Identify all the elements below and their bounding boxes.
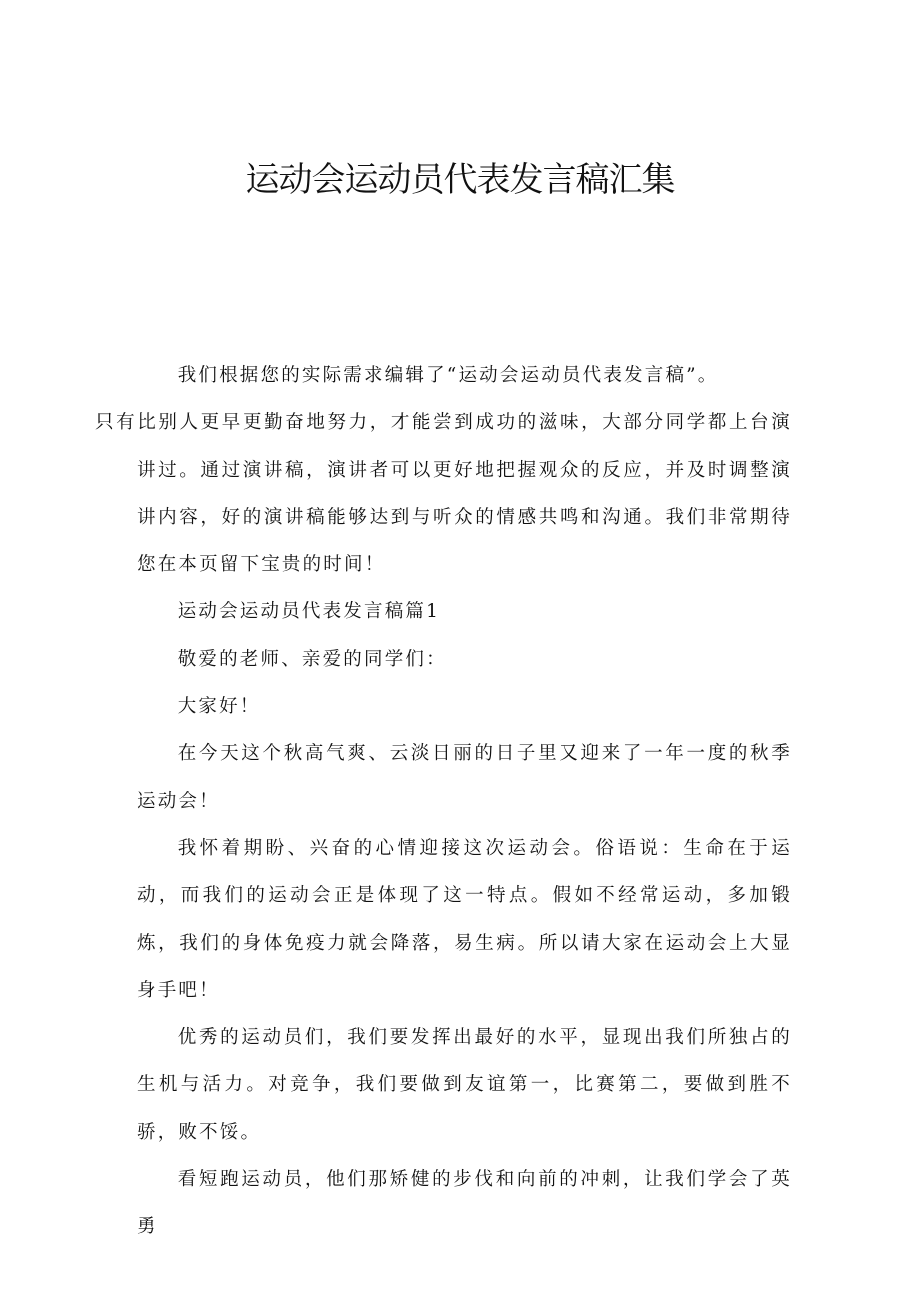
body-paragraph: 我怀着期盼、兴奋的心情迎接这次运动会。俗语说：生命在于运动，而我们的运动会正是体现了这一特点。假如不经常运动，多加锻炼，我们的身体免疫力就会降落，易生病。所以请大家在运动会上大显身手吧！ bbox=[137, 837, 792, 1001]
body-paragraph: 在今天这个秋高气爽、云淡日丽的日子里又迎来了一年一度的秋季运动会！ bbox=[137, 743, 792, 812]
greeting: 大家好！ bbox=[177, 696, 261, 718]
salutation: 敬爱的老师、亲爱的同学们： bbox=[177, 648, 447, 670]
body-paragraph: 看短跑运动员，他们那矫健的步伐和向前的冲刺，让我们学会了英勇 bbox=[137, 1169, 792, 1238]
document-body bbox=[95, 352, 792, 1251]
intro-paragraph: 我们根据您的实际需求编辑了“运动会运动员代表发言稿”。 bbox=[177, 365, 719, 386]
section-heading: 运动会运动员代表发言稿篇1 bbox=[177, 601, 441, 623]
document-title: 运动会运动员代表发言稿汇集 bbox=[245, 160, 675, 200]
intro-description-paragraph: 只有比别人更早更勤奋地努力，才能尝到成功的滋味，大部分同学都上台演讲过。通过演讲稿，演讲者可以更好地把握观众的反应，并及时调整演讲内容，好的演讲稿能够达到与听众的情感共鸣和沟通。我们非常期待您在本页留下宝贵的时间！ bbox=[95, 412, 792, 576]
body-paragraph: 优秀的运动员们，我们要发挥出最好的水平，显现出我们所独占的生机与活力。对竞争，我们要做到友谊第一，比赛第二，要做到胜不骄，败不馁。 bbox=[137, 1027, 792, 1143]
